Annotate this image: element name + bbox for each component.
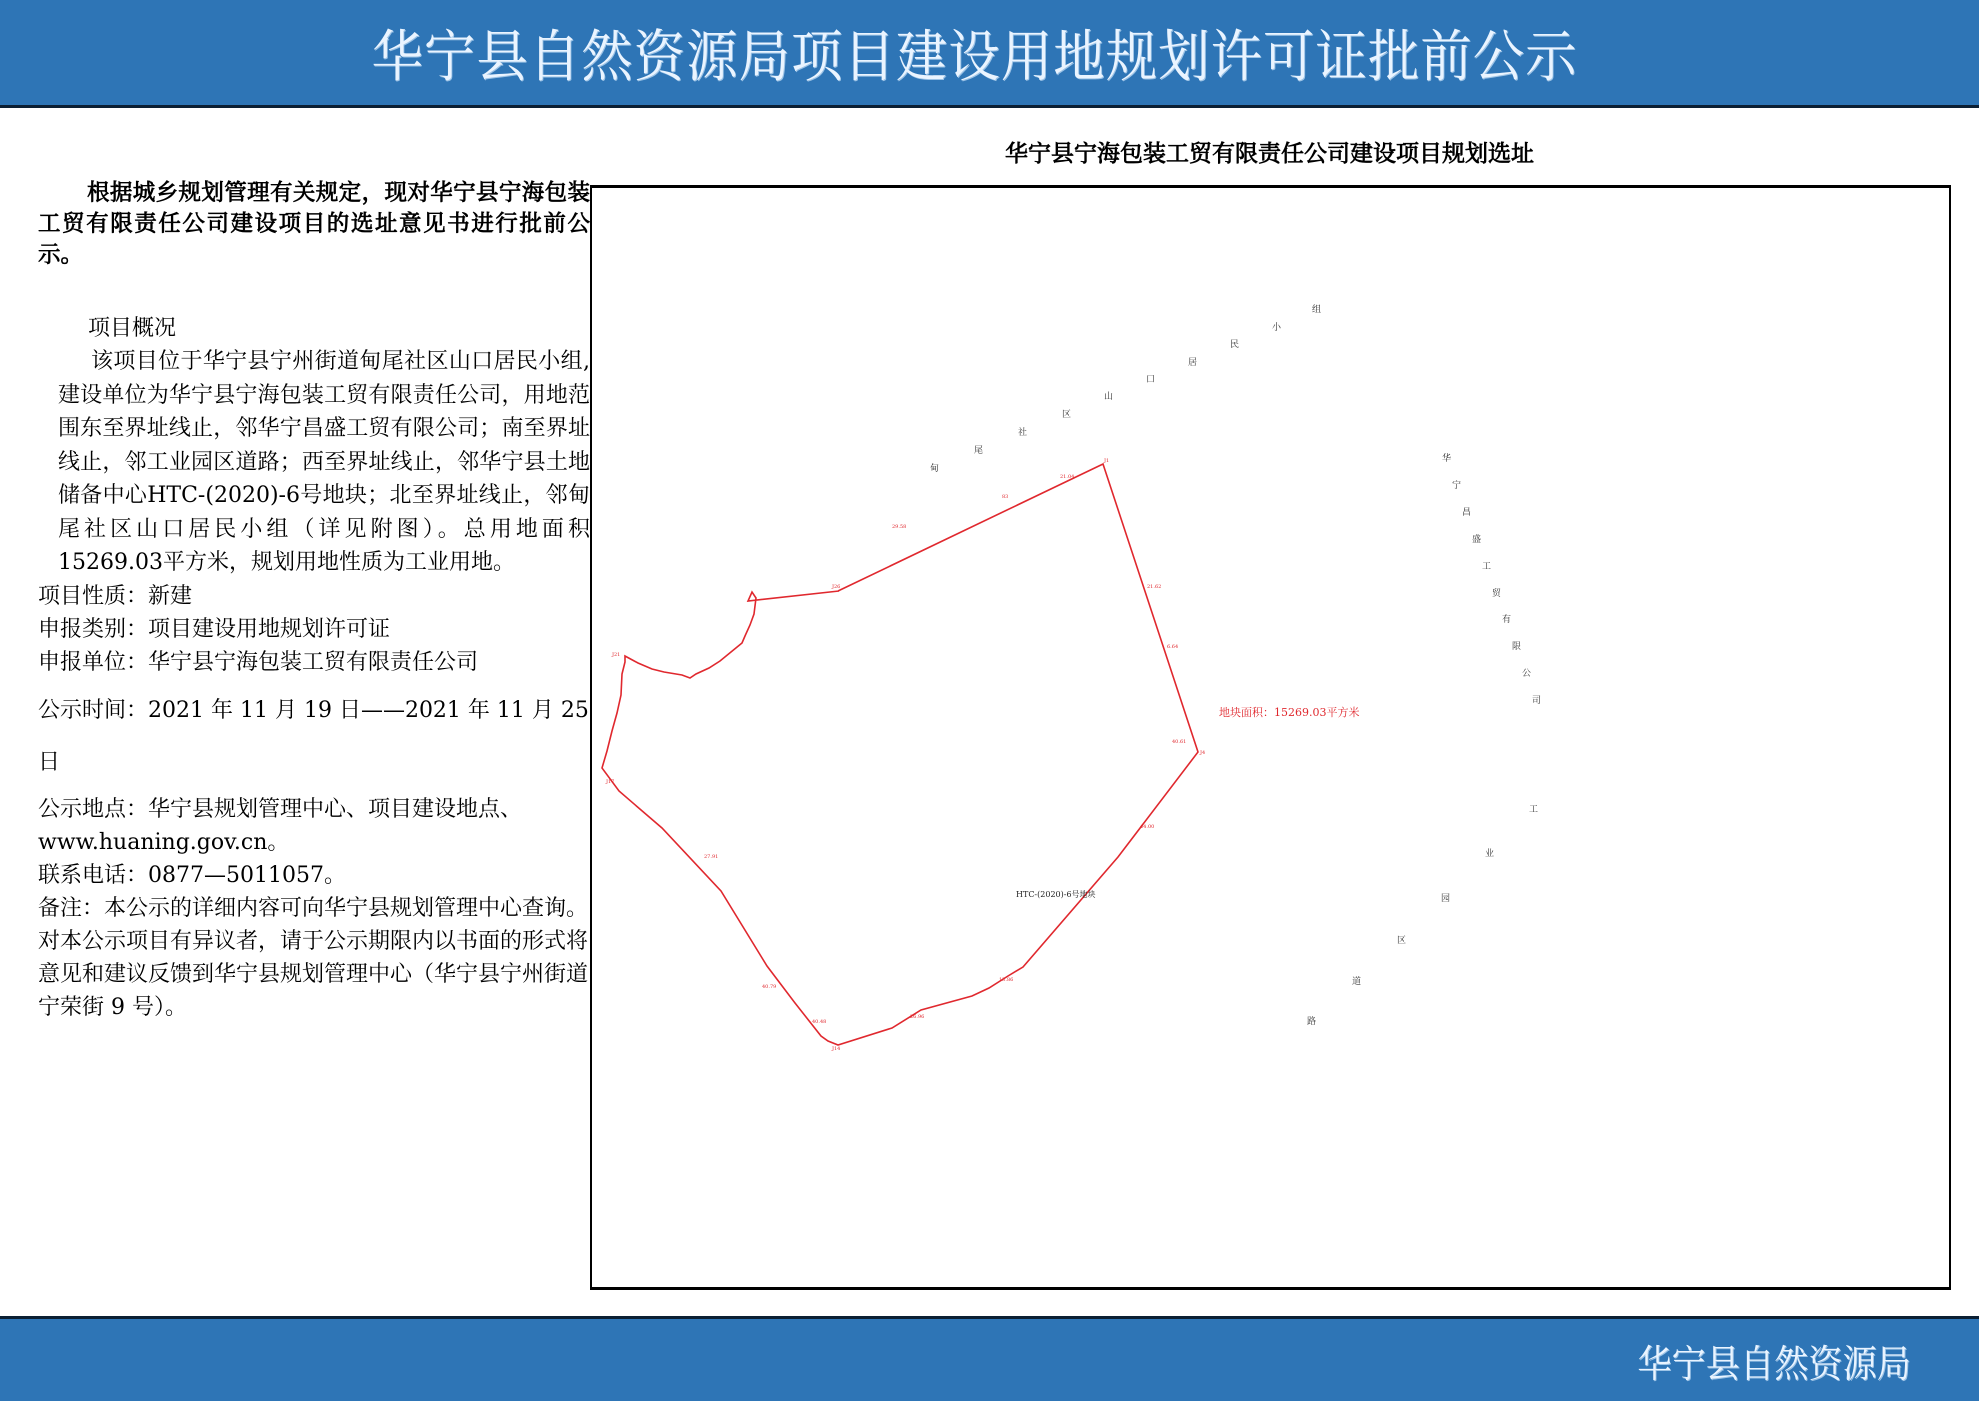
svg-text:J17: J17	[606, 779, 615, 785]
remarks: 备注：本公示的详细内容可向华宁县规划管理中心查询。对本公示项目有异议者，请于公示期限内以书面的形式将意见和建议反馈到华宁县规划管理中心（华宁县宁州街道宁荣街 9 号）。	[38, 895, 589, 1020]
north-neighbor-char: 民	[1230, 340, 1240, 350]
north-neighbor-char: 甸	[930, 464, 940, 474]
svg-text:40.61: 40.61	[1172, 739, 1187, 745]
east-neighbor-char: 工	[1482, 562, 1492, 572]
footer-org-name: 华宁县自然资源局	[1637, 1342, 1911, 1386]
svg-text:29.58: 29.58	[892, 524, 907, 530]
north-neighbor-char: 区	[1062, 410, 1072, 420]
north-neighbor-char: 山	[1104, 392, 1114, 402]
svg-text:40.79: 40.79	[762, 984, 777, 990]
publicity-location: 公示地点：华宁县规划管理中心、项目建设地点、www.huaning.gov.cn。	[38, 796, 523, 855]
svg-text:83: 83	[1002, 494, 1009, 500]
north-neighbor-char: 尾	[974, 446, 984, 456]
south-neighbor-char: 工	[1529, 805, 1539, 815]
notice-intro: 根据城乡规划管理有关规定，现对华宁县宁海包装工贸有限责任公司建设项目的选址意见书进行批前公示。	[38, 180, 590, 268]
map-caption: 华宁县宁海包装工贸有限责任公司建设项目规划选址	[1005, 141, 1534, 167]
boundary-drawing	[592, 188, 1949, 1287]
footer-banner	[0, 1316, 1979, 1401]
east-neighbor-char: 公	[1522, 669, 1532, 679]
svg-text:21.62: 21.62	[1147, 584, 1162, 590]
svg-text:13.86: 13.86	[999, 977, 1014, 983]
project-nature: 项目性质：新建	[38, 583, 193, 609]
site-boundary-line	[602, 464, 1198, 1045]
svg-text:J14: J14	[832, 1046, 841, 1052]
notice-text-column	[38, 178, 590, 1024]
site-plan-map	[590, 185, 1951, 1290]
south-neighbor-char: 路	[1307, 1017, 1317, 1027]
application-type: 申报类别：项目建设用地规划许可证	[38, 616, 391, 642]
east-neighbor-char: 贸	[1492, 589, 1502, 599]
svg-text:27.91: 27.91	[704, 854, 719, 860]
svg-text:6.64: 6.64	[1167, 644, 1179, 650]
svg-text:J4: J4	[1200, 750, 1206, 756]
north-neighbor-char: 居	[1188, 358, 1198, 368]
overview-heading: 项目概况	[88, 316, 177, 341]
svg-text:J21: J21	[612, 652, 621, 658]
svg-text:J1: J1	[1104, 458, 1110, 464]
west-parcel-label: HTC-(2020)-6号地块	[1016, 890, 1096, 899]
page-title: 华宁县自然资源局项目建设用地规划许可证批前公示	[371, 24, 1578, 90]
site-area-label: 地块面积：15269.03平方米	[1219, 706, 1360, 719]
north-neighbor-char: 组	[1312, 305, 1322, 315]
svg-text:21.04: 21.04	[1060, 474, 1075, 480]
east-neighbor-char: 限	[1512, 642, 1522, 652]
header-banner	[0, 0, 1979, 108]
east-neighbor-char: 盛	[1472, 535, 1482, 545]
east-neighbor-char: 昌	[1462, 508, 1472, 518]
applicant: 申报单位：华宁县宁海包装工贸有限责任公司	[38, 649, 479, 675]
east-neighbor-char: 有	[1502, 615, 1512, 625]
south-neighbor-char: 业	[1485, 849, 1495, 859]
svg-text:J26: J26	[832, 584, 841, 590]
overview-body: 该项目位于华宁县宁州街道甸尾社区山口居民小组,建设单位为华宁县宁海包装工贸有限责任公司，用地范围东至界址线止，邻华宁昌盛工贸有限公司；南至界址线止，邻工业园区道路；西至界址线止，邻华宁县土地储备中心HTC-(2020)-6号地块；北至界址线止，邻甸尾社区山口居民小组（详见附图）。总用地面积15269.03平方米，规划用地性质为工业用地。	[58, 349, 590, 575]
north-neighbor-char: 口	[1146, 375, 1156, 385]
east-neighbor-char: 宁	[1452, 481, 1462, 491]
publicity-period: 公示时间：2021 年 11 月 19 日——2021 年 11 月 25 日	[38, 697, 589, 775]
south-neighbor-char: 道	[1352, 977, 1362, 987]
svg-text:40.48: 40.48	[812, 1019, 827, 1025]
east-neighbor-char: 司	[1532, 696, 1542, 706]
north-neighbor-char: 小	[1272, 323, 1282, 333]
east-neighbor-char: 华	[1442, 454, 1452, 464]
south-neighbor-char: 区	[1397, 936, 1407, 946]
svg-text:26.96: 26.96	[910, 1014, 925, 1020]
contact-phone: 联系电话：0877—5011057。	[38, 862, 346, 888]
svg-text:44.00: 44.00	[1140, 824, 1155, 830]
south-neighbor-char: 园	[1441, 894, 1451, 904]
north-neighbor-char: 社	[1018, 428, 1028, 438]
